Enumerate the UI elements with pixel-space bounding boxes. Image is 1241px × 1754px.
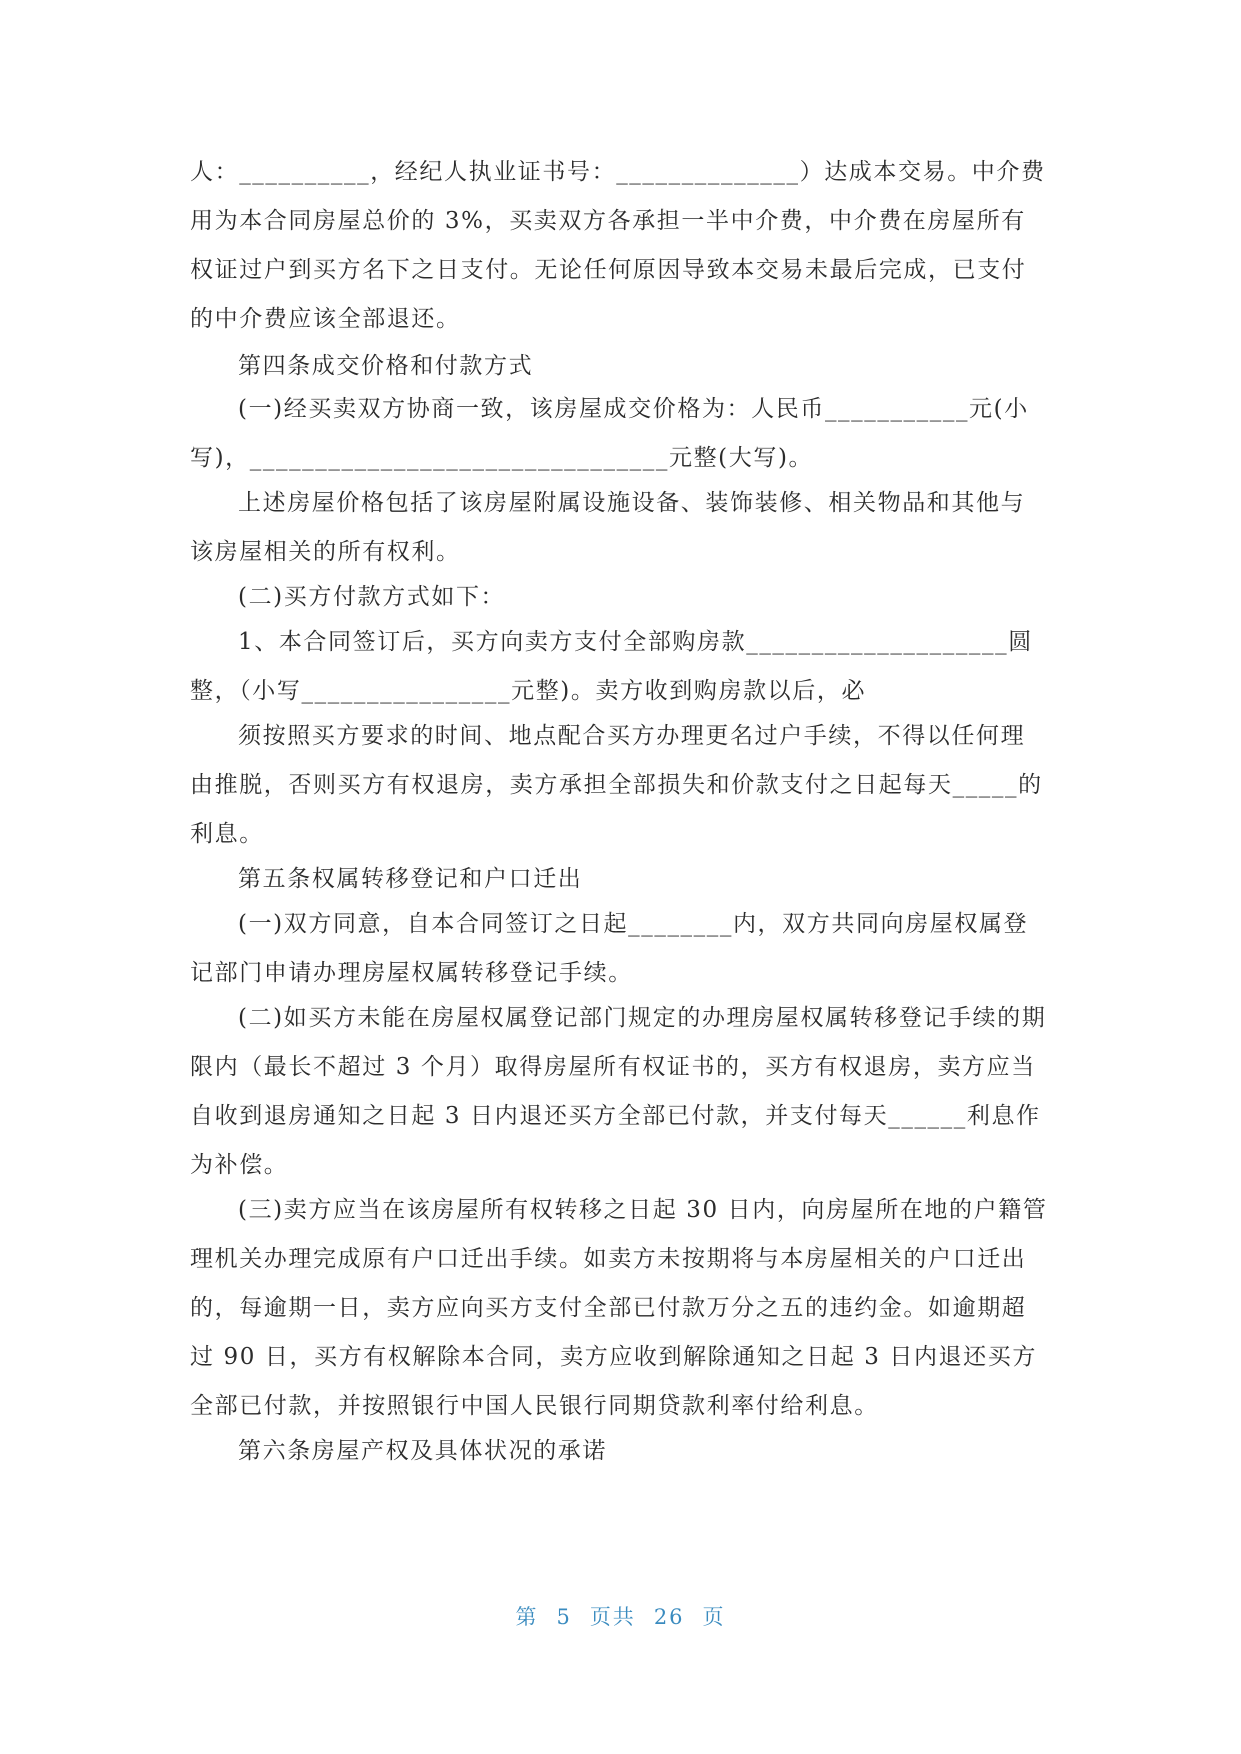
paragraph-payment-1: 1、本合同签订后，买方向卖方支付全部购房款____________________圆整，（小写________________元整)。卖方收到购房款以后，必 <box>190 629 1033 704</box>
footer-prefix: 第 <box>515 1605 539 1629</box>
footer-middle: 页共 <box>589 1605 636 1629</box>
footer-suffix: 页 <box>702 1605 726 1629</box>
paragraph-transfer-3: (三)卖方应当在该房屋所有权转移之日起 30 日内，向房屋所在地的户籍管理机关办理完成原有户口迁出手续。如卖方未按期将与本房屋相关的户口迁出的，每逾期一日，卖方应向买方支付全部已付款万分之五的违约金。如逾期超过 90 日，买方有权解除本合同，卖方应收到解除通知之日起 3 日内退还买方全部已付款，并按照银行中国人民银行同期贷款利率付给利息。 <box>190 1197 1048 1419</box>
paragraph-payment-method: (二)买方付款方式如下： <box>238 584 506 610</box>
page-footer <box>0 1601 1241 1631</box>
paragraph-transfer-2: (二)如买方未能在房屋权属登记部门规定的办理房屋权属转移登记手续的期限内（最长不超过 3 个月）取得房屋所有权证书的，买方有权退房，卖方应当自收到退房通知之日起 3 日内退还买方全部已付款，并支付每天______利息作为补偿。 <box>190 1005 1047 1178</box>
heading-article-4: 第四条成交价格和付款方式 <box>238 353 534 379</box>
heading-article-5: 第五条权属转移登记和户口迁出 <box>238 866 583 892</box>
paragraph-1: 人：__________，经纪人执业证书号：______________）达成本交易。中介费用为本合同房屋总价的 3%，买卖双方各承担一半中介费，中介费在房屋所有权证过户到买方名下之日支付。无论任何原因导致本交易未最后完成，已支付的中介费应该全部退还。 <box>190 159 1046 332</box>
paragraph-price: (一)经买卖双方协商一致，该房屋成交价格为：人民币___________元(小写)，________________________________元整(大写)。 <box>190 396 1029 471</box>
heading-article-6: 第六条房屋产权及具体状况的承诺 <box>238 1438 607 1464</box>
paragraph-payment-1-cont: 须按照买方要求的时间、地点配合买方办理更名过户手续，不得以任何理由推脱，否则买方有权退房，卖方承担全部损失和价款支付之日起每天_____的利息。 <box>190 723 1043 847</box>
footer-total-pages: 26 <box>653 1605 685 1629</box>
paragraph-price-scope: 上述房屋价格包括了该房屋附属设施设备、装饰装修、相关物品和其他与该房屋相关的所有权利。 <box>190 490 1026 565</box>
footer-page-number: 5 <box>556 1605 572 1629</box>
paragraph-transfer-1: (一)双方同意，自本合同签订之日起________内，双方共同向房屋权属登记部门申请办理房屋权属转移登记手续。 <box>190 911 1029 986</box>
document-body <box>190 148 1048 1476</box>
